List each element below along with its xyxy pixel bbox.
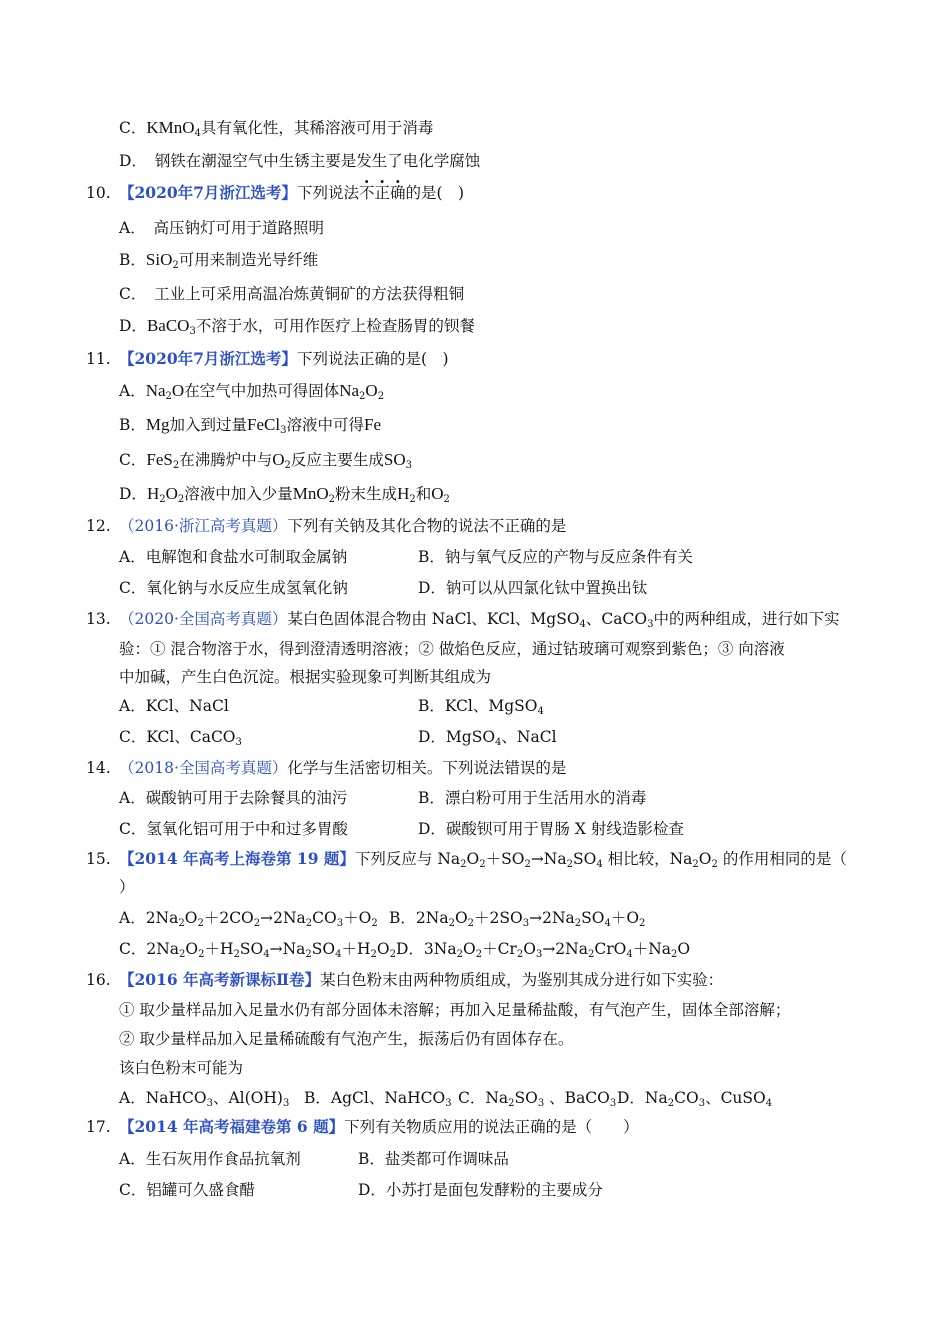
subscript: 2 (524, 859, 531, 870)
option-text: D．Na (617, 1089, 668, 1107)
q11-option-a[interactable] (119, 380, 384, 402)
q12-option-c[interactable]: C．氧化钠与水反应生成氢氧化钠 (119, 579, 348, 597)
stem-text: 、CaCO (585, 610, 648, 628)
option-text: B．KCl、MgSO (418, 697, 538, 715)
subscript: 3 (336, 918, 344, 929)
subscript: 2 (165, 391, 172, 402)
source-tag: 【2016 年高考新课标Ⅱ卷】 (119, 970, 321, 989)
option-text: D．MgSO (418, 728, 496, 746)
subscript: 3 (647, 619, 654, 630)
option-text: CO (674, 1089, 699, 1107)
subscript: 4 (495, 737, 502, 748)
option-label: D． (119, 317, 147, 335)
q14-option-a[interactable]: A．碳酸钠可用于去除餐具的油污 (119, 789, 348, 807)
question-number: 13. (86, 610, 111, 628)
option-text: 、NaCl (501, 728, 557, 746)
option-text: ＋2CO (203, 909, 254, 927)
subscript: 2 (516, 949, 524, 960)
subscript: 2 (179, 949, 186, 960)
source-tag: 【2020年7月浙江选考】 (119, 183, 297, 202)
option-text: 溶液中可得 (286, 416, 364, 434)
option-text: CrO (594, 940, 627, 958)
source-tag: （2016·浙江高考真题） (119, 517, 288, 535)
option-text: SO (581, 909, 605, 927)
q16-step-1: ① 取少量样品加入足量水仍有部分固体未溶解；再加入足量稀盐酸，有气泡产生，固体全部溶解； (119, 1001, 791, 1019)
question-number: 17. (86, 1118, 111, 1136)
formula: KMnO (146, 118, 195, 137)
q10-option-d[interactable] (119, 315, 475, 337)
subscript: 2 (443, 494, 450, 505)
subscript: 4 (194, 128, 201, 139)
option-text: O (677, 940, 691, 958)
subscript: 4 (596, 859, 603, 870)
subscript: 2 (508, 1098, 515, 1109)
option-text: ＋Na (632, 940, 672, 958)
subscript: 2 (409, 494, 416, 505)
source-tag: 【2014 年高考上海卷第 19 题】 (119, 849, 355, 868)
option-text: →Na (269, 940, 306, 958)
subscript: 3 (282, 1098, 290, 1109)
q11-stem (119, 348, 449, 370)
formula: MnO (292, 484, 329, 503)
q16-option-c[interactable] (458, 1087, 616, 1109)
formula: Fe (363, 415, 381, 434)
option-text: ＋H (341, 940, 371, 958)
subscript: 2 (328, 494, 336, 505)
formula: H (146, 484, 160, 503)
q10-option-c[interactable]: C． 工业上可采用高温冶炼黄铜矿的方法获得粗铜 (119, 285, 465, 303)
option-text: →2Na (260, 909, 306, 927)
q13-option-d[interactable] (418, 726, 557, 748)
subscript: 2 (587, 949, 595, 960)
q16-step-2: ② 取少量样品加入足量稀硫酸有气泡产生，振荡后仍有固体存在。 (119, 1030, 574, 1048)
option-text: A．NaHCO (119, 1089, 207, 1107)
q13-option-b[interactable] (418, 695, 544, 717)
q11-option-d[interactable] (119, 483, 450, 505)
subscript: 4 (626, 949, 633, 960)
subscript: 2 (711, 859, 718, 870)
q10-stem (119, 182, 464, 204)
formula: Na (145, 381, 166, 400)
q13-stem-line3: 中加碱，产生白色沉淀。根据实验现象可判断其组成为 (119, 668, 492, 686)
question-number: 10. (86, 184, 111, 202)
option-text: →2Na (529, 909, 575, 927)
subscript: 2 (172, 260, 179, 271)
subscript: 2 (159, 494, 166, 505)
subscript: 2 (177, 494, 185, 505)
stem-text: SO (572, 850, 597, 868)
q9-option-d[interactable] (119, 150, 480, 172)
option-text: 钢铁在潮湿空气中生锈主要是发生了电化学腐蚀 (154, 152, 481, 170)
q14-option-b[interactable]: B．漂白粉可用于生活用水的消毒 (418, 789, 647, 807)
q13-stem-line1 (119, 608, 839, 630)
formula: O (171, 381, 185, 400)
formula: SO (383, 450, 406, 469)
option-label: D． (119, 485, 147, 503)
option-text: C．2Na (119, 940, 180, 958)
q14-stem (119, 757, 566, 779)
q10-option-b[interactable] (119, 249, 318, 271)
stem-text: O (698, 850, 712, 868)
question-number: 12. (86, 517, 111, 535)
q15-option-a[interactable] (119, 907, 378, 929)
subscript: 3 (609, 1098, 617, 1109)
subscript: 3 (537, 1098, 545, 1109)
option-text: B．AgCl、NaHCO (304, 1089, 446, 1107)
q16-stem (119, 969, 723, 991)
option-text: O (523, 940, 536, 958)
q17-option-b[interactable]: B．盐类都可作调味品 (358, 1150, 509, 1168)
source-tag: （2020·全国高考真题） (119, 610, 288, 628)
stem-text: 化学与生活密切相关。下列说法错误的是 (287, 759, 567, 777)
option-text: 和 (415, 485, 432, 503)
option-text: SO (514, 1089, 538, 1107)
option-text: 具有氧化性，其稀溶液可用于消毒 (200, 119, 434, 137)
subscript: 2 (460, 859, 467, 870)
option-text: 加入到过量 (169, 416, 248, 434)
emphasis-char: 不 (358, 184, 375, 202)
option-text: 、Al(OH) (212, 1089, 283, 1107)
option-text: A．2Na (119, 909, 179, 927)
stem-text: 下列反应与 Na (354, 850, 461, 868)
q9-option-c[interactable] (119, 117, 433, 139)
option-text: O (462, 940, 476, 958)
subscript: 2 (305, 949, 312, 960)
q17-option-d[interactable]: D．小苏打是面包发酵粉的主要成分 (358, 1181, 603, 1199)
subscript: 2 (639, 918, 646, 929)
subscript: 4 (335, 949, 342, 960)
subscript: 2 (475, 949, 483, 960)
question-number: 14. (86, 759, 111, 777)
subscript: 2 (178, 918, 185, 929)
formula: SiO (145, 250, 173, 269)
q15-option-d[interactable] (396, 938, 690, 960)
option-text: C．KCl、CaCO (119, 728, 236, 746)
option-text: O (185, 940, 199, 958)
option-text: 可用来制造光导纤维 (178, 251, 319, 269)
q12-option-d[interactable]: D．钠可以从四氯化钛中置换出钛 (418, 579, 648, 597)
option-text: 在沸腾炉中与 (179, 451, 273, 469)
q14-option-c[interactable]: C．氢氧化铝可用于中和过多胃酸 (119, 820, 348, 838)
subscript: 3 (698, 1098, 706, 1109)
option-text: 反应主要生成 (290, 451, 384, 469)
stem-text: 某白色粉末由两种物质组成，为鉴别其成分进行如下实验： (320, 971, 724, 989)
option-text: ＋Cr (482, 940, 517, 958)
option-text: ＋H (204, 940, 234, 958)
subscript: 2 (448, 918, 455, 929)
option-text: 、CuSO (705, 1089, 766, 1107)
q15-stem (119, 848, 847, 870)
stem-text: 相比较，Na (602, 850, 693, 868)
subscript: 2 (172, 460, 180, 471)
option-label: C． (119, 119, 147, 137)
q13-option-c[interactable] (119, 726, 242, 748)
subscript: 2 (456, 949, 463, 960)
q13-stem-line2: 验：① 混合物溶于水，得到澄清透明溶液；② 做焰色反应，通过钴玻璃可观察到紫色；③ 向溶液 (119, 640, 785, 658)
formula: BaCO (146, 316, 190, 335)
stem-text: 的是( ) (405, 184, 465, 202)
option-text: SO (311, 940, 336, 958)
option-label: C． (119, 451, 147, 469)
option-text: O (184, 909, 198, 927)
option-label: D． (119, 152, 140, 170)
stem-text: ＋SO (485, 850, 525, 868)
option-text: O (454, 909, 468, 927)
subscript: 2 (389, 949, 396, 960)
stem-text: 下列有关钠及其化合物的说法不正确的是 (287, 517, 567, 535)
q11-option-c[interactable] (119, 449, 412, 471)
stem-text: →Na (530, 850, 567, 868)
q16-ask: 该白色粉末可能为 (119, 1059, 244, 1077)
subscript: 3 (235, 737, 242, 748)
subscript: 2 (197, 918, 204, 929)
subscript: 3 (405, 460, 413, 471)
subscript: 2 (371, 918, 378, 929)
subscript: 2 (284, 460, 291, 471)
option-text: CO (312, 909, 337, 927)
subscript: 4 (604, 918, 611, 929)
subscript: 3 (445, 1098, 452, 1109)
stem-text: 下列有关物质应用的说法正确的是（ ） (344, 1118, 639, 1136)
option-text: →2Na (542, 940, 588, 958)
formula: O (365, 381, 378, 400)
subscript: 2 (566, 859, 573, 870)
subscript: 2 (198, 949, 205, 960)
q11-option-b[interactable] (119, 414, 381, 436)
emphasis-char: 确 (389, 184, 406, 202)
q12-option-b[interactable]: B．钠与氧气反应的产物与反应条件有关 (418, 548, 693, 566)
stem-text: 某白色固体混合物由 NaCl、KCl、MgSO (287, 610, 580, 628)
q17-option-c[interactable]: C．铝罐可久盛食醋 (119, 1181, 255, 1199)
q12-stem (119, 515, 566, 537)
q12-option-a[interactable]: A．电解饱和食盐水可制取金属钠 (119, 548, 348, 566)
formula: Mg (145, 415, 170, 434)
question-number: 11. (86, 350, 111, 368)
stem-text: 下列说法 (296, 184, 359, 202)
stem-text: 的作用相同的是（ (717, 850, 847, 868)
subscript: 2 (305, 918, 313, 929)
stem-text: 中的两种组成，进行如下实 (653, 610, 840, 628)
subscript: 2 (370, 949, 377, 960)
source-tag: 【2020年7月浙江选考】 (119, 349, 297, 368)
subscript: 2 (479, 859, 486, 870)
subscript: 3 (280, 425, 287, 436)
option-text: 在空气中加热可得固体 (184, 382, 340, 400)
subscript: 2 (359, 391, 366, 402)
option-text: 溶液中加入少量 (184, 485, 293, 503)
subscript: 3 (206, 1098, 213, 1109)
formula: H (397, 484, 410, 503)
formula: FeS (146, 450, 173, 469)
source-tag: 【2014 年高考福建卷第 6 题】 (119, 1117, 345, 1136)
option-text: ＋2SO (474, 909, 523, 927)
q17-option-a[interactable]: A．生石灰用作食品抗氧剂 (119, 1150, 301, 1168)
subscript: 2 (667, 1098, 675, 1109)
subscript: 4 (537, 706, 544, 717)
formula: Na (339, 381, 360, 400)
option-text: B．2Na (389, 909, 449, 927)
subscript: 3 (522, 918, 530, 929)
formula: O (431, 484, 444, 503)
formula: FeCl (247, 415, 281, 434)
subscript: 2 (233, 949, 240, 960)
q16-option-d[interactable] (617, 1087, 772, 1109)
option-text: D．3Na (396, 940, 457, 958)
subscript: 2 (253, 918, 261, 929)
option-label: B． (119, 416, 146, 434)
option-text: 、BaCO (544, 1089, 610, 1107)
q14-option-d[interactable]: D．碳酸钡可用于胃肠 X 射线造影检查 (418, 820, 684, 838)
option-label: A． (119, 382, 146, 400)
option-text: ＋O (343, 909, 372, 927)
q13-option-a[interactable]: A．KCl、NaCl (119, 697, 229, 715)
option-text: O (376, 940, 390, 958)
subscript: 2 (671, 949, 678, 960)
formula: O (165, 484, 178, 503)
formula: O (272, 450, 285, 469)
q16-option-a[interactable] (119, 1087, 289, 1109)
q16-option-b[interactable] (304, 1087, 452, 1109)
q15-option-b[interactable] (389, 907, 645, 929)
emphasis-char: 正 (374, 184, 390, 202)
subscript: 2 (377, 391, 385, 402)
subscript: 4 (579, 619, 586, 630)
subscript: 4 (263, 949, 270, 960)
source-tag: （2018·全国高考真题） (119, 759, 288, 777)
option-text: 粉末生成 (335, 485, 398, 503)
question-number: 16. (86, 971, 111, 989)
subscript: 2 (467, 918, 475, 929)
q10-option-a[interactable]: A． 高压钠灯可用于道路照明 (119, 219, 324, 237)
subscript: 4 (765, 1098, 773, 1109)
subscript: 2 (574, 918, 582, 929)
subscript: 2 (692, 859, 699, 870)
option-text: 不溶于水，可用作医疗上检查肠胃的钡餐 (195, 317, 475, 335)
option-text: SO (239, 940, 264, 958)
option-text: C．Na (458, 1089, 509, 1107)
q15-option-c[interactable] (119, 938, 396, 960)
stem-text: 下列说法正确的是( ) (296, 350, 449, 368)
option-text: ＋O (610, 909, 640, 927)
q15-stem-line2: ） (119, 878, 135, 896)
q17-stem (119, 1116, 639, 1138)
subscript: 3 (189, 326, 196, 337)
stem-text: O (466, 850, 480, 868)
option-label: B． (119, 251, 146, 269)
subscript: 3 (535, 949, 543, 960)
question-number: 15. (86, 850, 111, 868)
